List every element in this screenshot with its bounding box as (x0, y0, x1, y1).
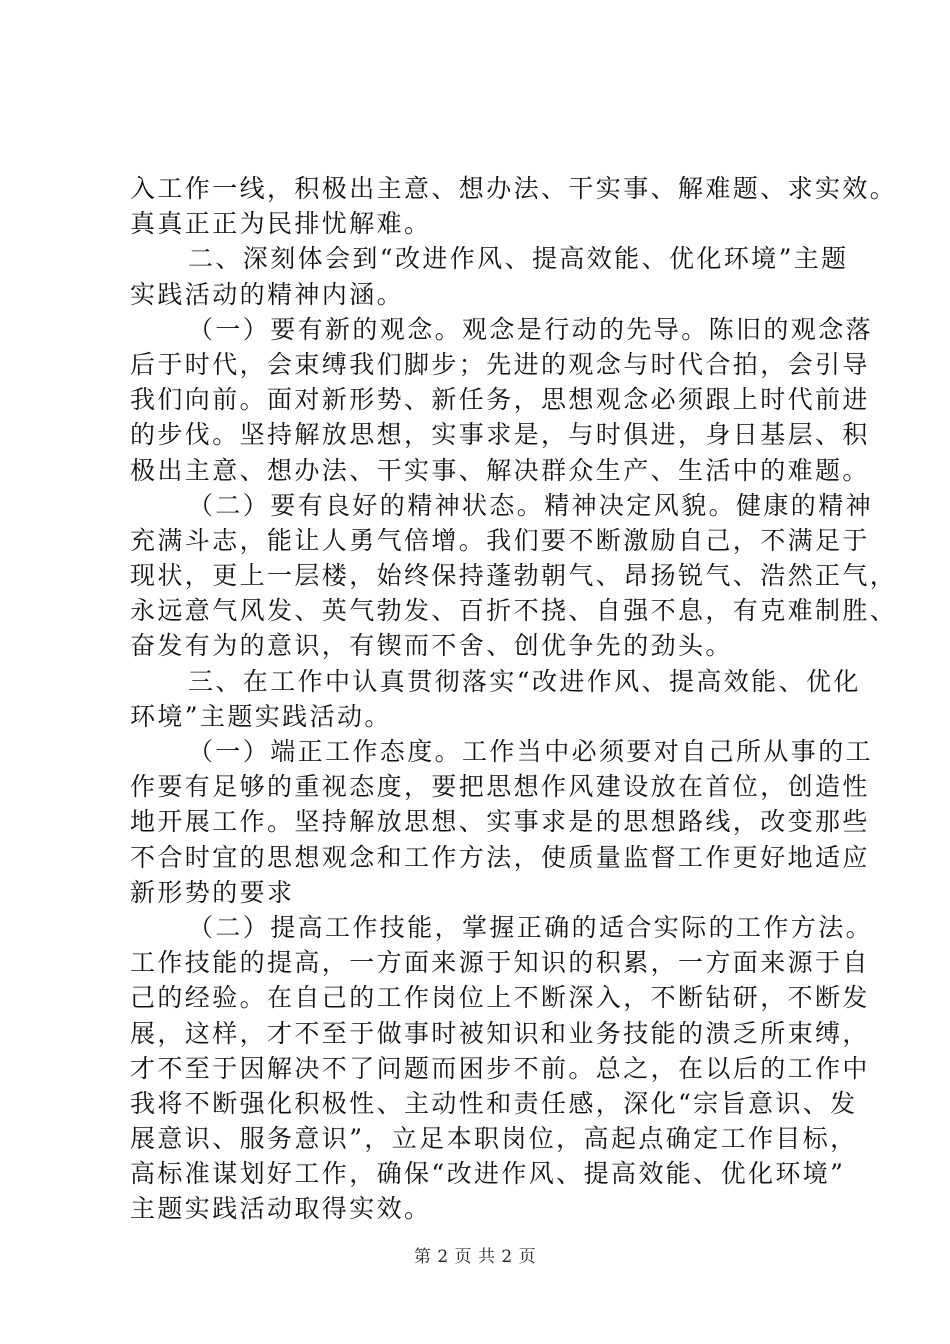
section-heading-2 (130, 241, 849, 311)
text-line: （一）要有新的观念。观念是行动的先导。陈旧的观念落 (188, 314, 874, 344)
text-line: 真真正正为民排忧解难。 (130, 209, 432, 239)
text-line: 不合时宜的思想观念和工作方法，使质量监督工作更好地适应 (130, 842, 870, 872)
text-line: 展，这样，才不至于做事时被知识和业务技能的溃乏所束缚， (130, 1018, 870, 1048)
text-line: 极出主意、想办法、干实事、解决群众生产、生活中的难题。 (130, 455, 870, 485)
text-line: （二）要有良好的精神状态。精神决定风貌。健康的精神 (188, 490, 874, 520)
paragraph-attitude (130, 734, 874, 910)
text-line: 我将不断强化积极性、主动性和责任感，深化“宗旨意识、发 (130, 1088, 858, 1118)
text-line: 主题实践活动取得实效。 (130, 1194, 432, 1224)
text-line: 二、深刻体会到“改进作风、提高效能、优化环境”主题 (188, 244, 849, 274)
text-line: 的步伐。坚持解放思想，实事求是，与时俱进，身日基层、积 (130, 420, 870, 450)
text-line: （二）提高工作技能，掌握正确的适合实际的工作方法。 (188, 912, 874, 942)
text-line: 奋发有为的意识，有锲而不舍、创优争先的劲头。 (130, 631, 733, 661)
section-heading-3 (130, 664, 861, 734)
text-line: 环境”主题实践活动。 (130, 701, 392, 731)
text-line: 展意识、服务意识”，立足本职岗位，高起点确定工作目标， (130, 1124, 858, 1154)
text-line: 工作技能的提高，一方面来源于知识的积累，一方面来源于自 (130, 948, 870, 978)
text-line: 高标准谋划好工作，确保“改进作风、提高效能、优化环境” (130, 1159, 846, 1189)
paragraph-continuation (130, 171, 898, 241)
text-line: 才不至于因解决不了问题而困步不前。总之，在以后的工作中 (130, 1053, 870, 1083)
text-line: 永远意气风发、英气勃发、百折不挠、自强不息，有克难制胜、 (130, 596, 898, 626)
text-line: 实践活动的精神内涵。 (130, 279, 405, 309)
text-line: 己的经验。在自己的工作岗位上不断深入，不断钻研，不断发 (130, 983, 870, 1013)
document-body (130, 171, 898, 1227)
text-line: 地开展工作。坚持解放思想、实事求是的思想路线，改变那些 (130, 807, 870, 837)
text-line: 充满斗志，能让人勇气倍增。我们要不断激励自己，不满足于 (130, 525, 870, 555)
text-line: 新形势的要求 (130, 877, 295, 907)
paragraph-new-concept (130, 312, 874, 488)
page-number-footer: 第 2 页 共 2 页 (413, 1247, 537, 1267)
text-line: 入工作一线，积极出主意、想办法、干实事、解难题、求实效。 (130, 174, 898, 203)
paragraph-skills (130, 910, 874, 1227)
paragraph-spirit (130, 488, 898, 664)
text-line: 三、在工作中认真贯彻落实“改进作风、提高效能、优化 (188, 666, 861, 696)
text-line: （一）端正工作态度。工作当中必须要对自己所从事的工 (188, 737, 874, 766)
text-line: 我们向前。面对新形势、新任务，思想观念必须跟上时代前进 (130, 385, 870, 415)
text-line: 作要有足够的重视态度，要把思想作风建设放在首位，创造性 (130, 772, 870, 802)
text-line: 后于时代，会束缚我们脚步；先进的观念与时代合拍，会引导 (130, 349, 870, 379)
text-line: 现状，更上一层楼，始终保持蓬勃朝气、昂扬锐气、浩然正气， (130, 561, 898, 591)
